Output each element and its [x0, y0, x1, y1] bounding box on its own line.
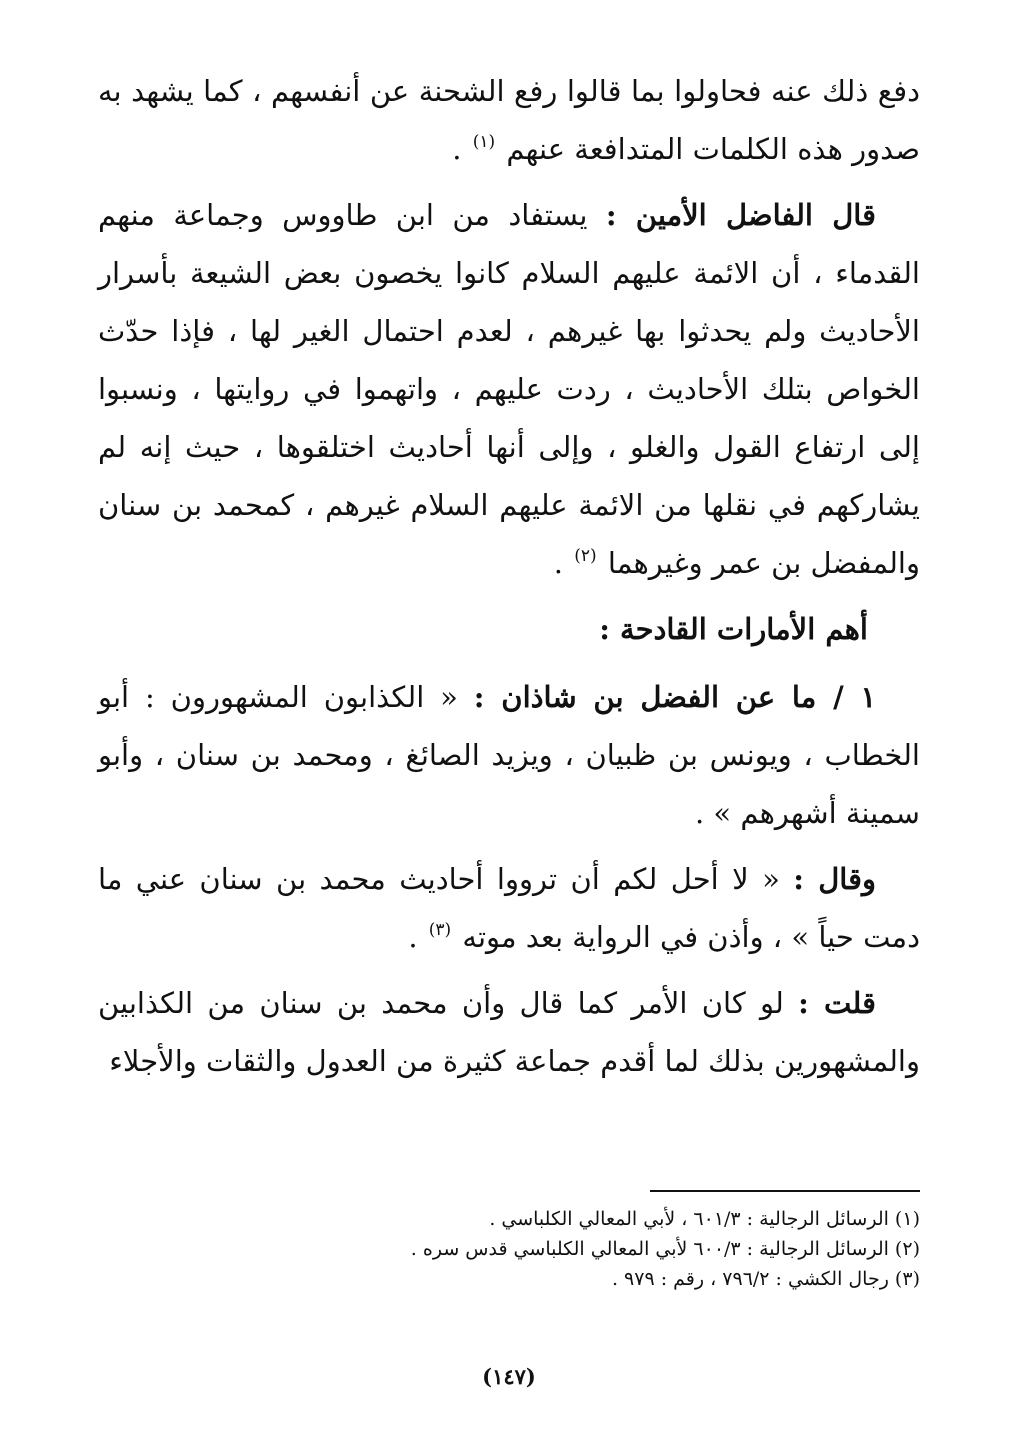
paragraph-text: دفع ذلك عنه فحاولوا بما قالوا رفع الشحنة عن أنفسهم ، كما يشهد به صدور هذه الكلمات المتدافعة عنهم [98, 74, 920, 166]
paragraph-tail: . [408, 920, 418, 954]
paragraph-tail: . [553, 546, 563, 580]
paragraph-text: « لا أحل لكم أن ترووا أحاديث محمد بن سنان عني ما دمت حياً » ، وأذن في الرواية بعد موته [98, 862, 920, 954]
paragraph-text: « الكذابون المشهورون : أبو الخطاب ، ويونس بن ظبيان ، ويزيد الصائغ ، ومحمد بن سنان ، وأبو سمينة أشهرهم » . [98, 680, 920, 830]
paragraph-label-qal: وقال : [793, 862, 876, 896]
paragraph-label-qultu: قلت : [798, 986, 876, 1020]
paragraph-1 [98, 62, 920, 178]
paragraph-text: يستفاد من ابن طاووس وجماعة منهم القدماء ، أن الائمة عليهم السلام كانوا يخصون بعض الشيعة بأسرار الأحاديث ولم يحدثوا بها غيرهم ، لعدم احتمال الغير لها ، فإذا حدّث الخواص بتلك الأحاديث ، ردت عليهم ، واتهموا في روايتها ، ونسبوا إلى ارتفاع القول والغلو ، وإلى أنها أحاديث اختلقوها ، حيث إنه لم يشاركهم في نقلها من الائمة عليهم السلام غيرهم ، كمحمد بن سنان والمفضل بن عمر وغيرهما [98, 198, 920, 580]
paragraph-tail: . [452, 132, 462, 166]
footnote-2: (٢) الرسائل الرجالية : ٦٠٠/٣ لأبي المعالي الكلباسي قدس سره . [410, 1238, 920, 1260]
page-body [98, 62, 920, 1098]
section-heading: أهم الأمارات القادحة : [599, 612, 868, 646]
paragraph-5 [98, 974, 920, 1090]
paragraph-4 [98, 850, 920, 966]
footnote-3: (٣) رجال الكشي : ٧٩٦/٢ ، رقم : ٩٧٩ . [611, 1268, 920, 1290]
footnote-ref-3[interactable]: (٣) [428, 920, 452, 940]
footnote-divider [650, 1190, 920, 1192]
paragraph-2 [98, 186, 920, 592]
footnote-ref-1[interactable]: (١) [472, 132, 496, 152]
footnotes [98, 1190, 920, 1294]
page-number: (١٤٧) [482, 1364, 536, 1389]
paragraph-text: لو كان الأمر كما قال وأن محمد بن سنان من الكذابين والمشهورين بذلك لما أقدم جماعة كثيرة من العدول والثقات والأجلاء [98, 986, 920, 1078]
paragraph-3 [98, 668, 920, 842]
paragraph-label-fadl: ١ / ما عن الفضل بن شاذان : [473, 680, 877, 714]
footnote-ref-2[interactable]: (٢) [574, 546, 597, 566]
footnote-1: (١) الرسائل الرجالية : ٦٠١/٣ ، لأبي المعالي الكلباسي . [489, 1208, 920, 1230]
paragraph-label-amin: قال الفاضل الأمين : [605, 198, 876, 232]
